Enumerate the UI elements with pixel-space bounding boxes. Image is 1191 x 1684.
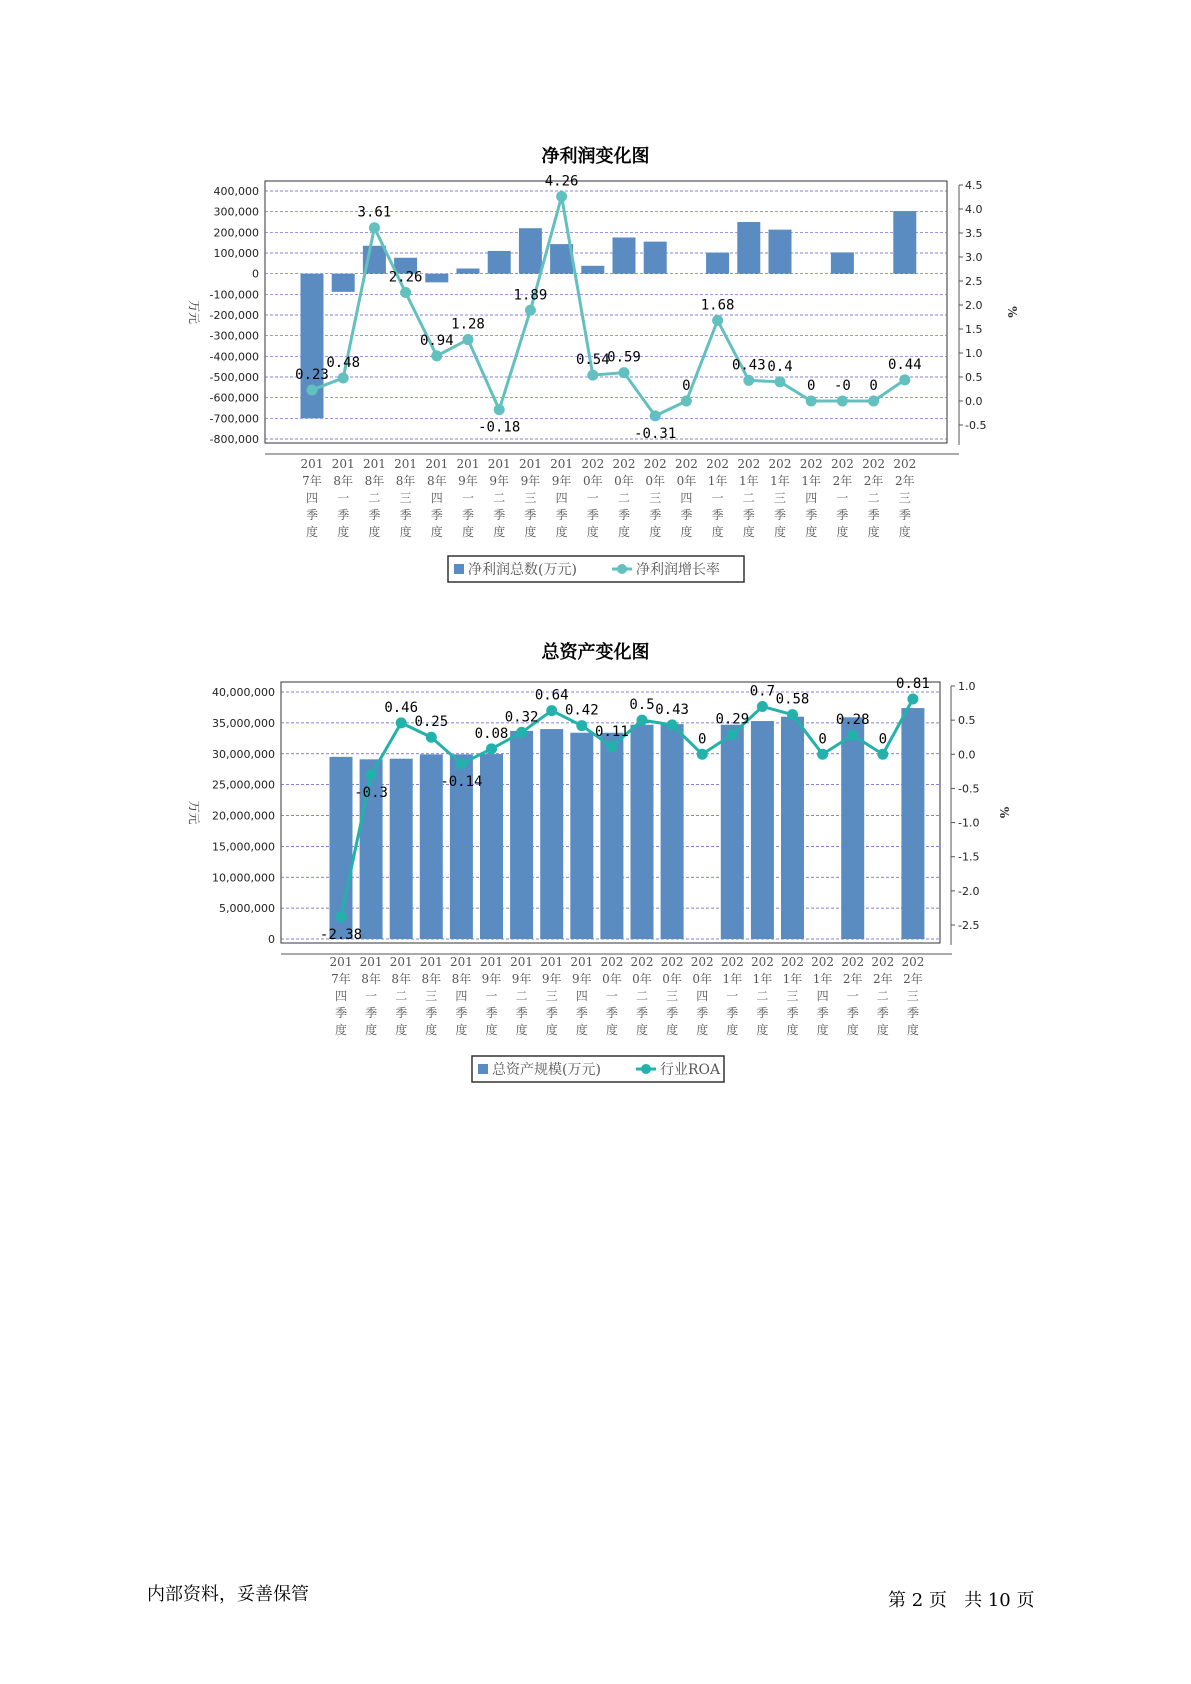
chart2-bar <box>540 729 563 939</box>
chart1-line-point <box>681 396 692 407</box>
chart2-x-tick-label: 201 7年四季度 <box>329 955 353 1037</box>
chart2-y-axis-title: 万元 <box>187 800 201 825</box>
chart1-line-point <box>400 287 411 298</box>
chart1-y-tick-label: 100,000 <box>213 247 259 260</box>
chart2-bar <box>661 724 684 939</box>
chart1-data-label: 0.44 <box>887 356 922 373</box>
chart2-x-tick-label: 202 1年二季度 <box>750 955 774 1037</box>
chart1-y-tick-label: -200,000 <box>209 309 259 322</box>
chart2-data-label: 0.46 <box>384 699 419 716</box>
chart1-x-tick-label: 202 1年一季度 <box>706 457 730 539</box>
chart2-data-label: 0.81 <box>896 675 930 692</box>
chart1-y2-tick-label: 4.5 <box>965 179 983 192</box>
chart1-legend-bar-swatch <box>454 564 464 574</box>
chart2-line-point <box>426 732 437 743</box>
chart1-y2-tick-label: 3.5 <box>965 227 983 240</box>
chart2-x-tick-label: 201 9年一季度 <box>480 955 503 1037</box>
chart1-line-point <box>338 372 349 383</box>
chart1-x-tick-label: 201 8年四季度 <box>425 457 449 539</box>
chart1-x-tick-label: 201 9年四季度 <box>550 457 574 539</box>
chart2-y2-tick-label: 0.5 <box>958 714 976 728</box>
chart1-y2-tick-label: 4.0 <box>965 203 983 216</box>
chart1-data-label: 1.89 <box>513 287 548 304</box>
chart1-y2-tick-label: -0.5 <box>965 419 987 432</box>
chart1-data-label: 0.59 <box>607 349 641 366</box>
chart2-x-tick-label: 202 0年四季度 <box>690 955 714 1037</box>
chart2-line-point <box>757 701 768 712</box>
chart2-bar <box>721 725 744 939</box>
chart1-x-tick-label: 201 9年二季度 <box>487 457 511 539</box>
page-prefix: 第 <box>888 1590 906 1611</box>
chart1-x-tick-label: 201 9年一季度 <box>456 457 480 539</box>
chart2-x-tick-label: 202 2年一季度 <box>841 955 865 1037</box>
chart2-line-point <box>727 729 738 740</box>
chart1-y-tick-label: 400,000 <box>213 185 259 198</box>
chart2-x-tick-label: 202 1年一季度 <box>720 955 744 1037</box>
chart1-x-tick-label: 202 2年三季度 <box>893 457 917 539</box>
chart1-bar <box>644 242 667 274</box>
chart1-bar <box>332 274 355 292</box>
chart2-y-tick-label: 10,000,000 <box>212 871 275 885</box>
chart2-bar <box>631 725 654 939</box>
chart1-x-tick-label: 201 8年三季度 <box>394 457 418 539</box>
chart1-y-axis-title: 万元 <box>187 299 201 325</box>
chart1-line-point <box>899 374 910 385</box>
footer-confidential-note: 内部资料，妥善保管 <box>147 1584 309 1605</box>
chart1-data-label: 0.54 <box>575 352 610 369</box>
chart2-line-point <box>907 693 918 704</box>
chart1-x-tick-label: 202 1年三季度 <box>768 457 792 539</box>
page-unit: 页 <box>928 1590 947 1611</box>
chart1-line-point <box>431 350 442 361</box>
chart2-y2-tick-label: -1.0 <box>958 816 980 830</box>
chart2-y-tick-label: 20,000,000 <box>212 809 275 823</box>
chart2-y-tick-label: 40,000,000 <box>212 686 275 699</box>
chart1-x-tick-label: 201 9年三季度 <box>518 457 542 539</box>
chart2-line-point <box>787 709 798 720</box>
chart2-x-tick-label: 202 0年三季度 <box>660 955 684 1037</box>
chart1-y2-tick-label: 0.0 <box>965 395 983 408</box>
chart1-data-label: -0.18 <box>478 419 521 436</box>
chart1-y-tick-label: 300,000 <box>213 205 259 219</box>
chart1-x-tick-label: 201 7年四季度 <box>300 457 324 539</box>
chart1-bar <box>737 222 760 274</box>
chart2-bar <box>751 721 774 939</box>
chart2-y2-tick-label: -2.0 <box>958 884 980 898</box>
chart2-bar <box>781 717 804 939</box>
chart1-legend-line-label: 净利润增长率 <box>636 562 720 578</box>
chart2-bar <box>510 731 533 939</box>
chart1-line-point <box>775 376 786 387</box>
chart1-line-point <box>556 191 567 202</box>
chart2-y2-tick-label: 0.0 <box>958 748 976 762</box>
chart2-legend-line-marker <box>641 1064 651 1074</box>
chart2-y-tick-label: 0 <box>268 933 275 946</box>
chart2-line-point <box>456 758 467 769</box>
chart2-data-label: 0.28 <box>835 712 870 729</box>
chart2-y2-tick-label: -1.5 <box>958 850 980 864</box>
chart1-bar <box>706 253 729 274</box>
chart1-y-tick-label: 200,000 <box>213 226 259 240</box>
total-pages: 10 <box>987 1590 1011 1611</box>
chart1-line-point <box>369 222 380 233</box>
chart2-x-tick-label: 202 0年二季度 <box>630 955 654 1037</box>
chart1-y-tick-label: -600,000 <box>209 391 259 405</box>
chart1-data-label: 0.94 <box>419 332 454 349</box>
chart1-data-label: 0.43 <box>731 357 766 374</box>
chart1-bar <box>581 266 604 274</box>
chart2-data-label: 0.7 <box>749 683 776 700</box>
chart1-data-label: 0 <box>869 378 878 394</box>
chart1-data-label: 3.61 <box>357 204 392 221</box>
chart1-y2-tick-label: 3.0 <box>965 251 983 264</box>
chart1-data-label: 2.26 <box>388 269 423 286</box>
chart2-line-point <box>366 769 377 780</box>
chart2-x-tick-label: 201 8年一季度 <box>359 955 383 1037</box>
chart2-bar <box>600 733 623 939</box>
chart1-legend-bar-label: 净利润总数(万元) <box>468 562 577 578</box>
chart1-data-label: -0.31 <box>634 425 677 442</box>
chart2-y-tick-label: 35,000,000 <box>212 716 275 730</box>
chart1-line-point <box>525 305 536 316</box>
chart1-x-tick-label: 202 0年四季度 <box>674 457 698 539</box>
chart1-y-tick-label: -300,000 <box>209 329 259 343</box>
chart1-legend-line-marker <box>617 564 627 574</box>
chart2-x-tick-label: 201 8年三季度 <box>419 955 443 1037</box>
chart2-legend-bar-swatch <box>478 1064 488 1074</box>
chart1-line-point <box>650 410 661 421</box>
chart2-data-label: 0 <box>878 731 888 748</box>
chart2-line-point <box>336 911 347 922</box>
chart1-x-tick-label: 202 0年三季度 <box>643 457 667 539</box>
chart2-line-point <box>576 720 587 731</box>
chart2-y2-tick-label: 1.0 <box>958 680 976 693</box>
chart1-data-label: 4.26 <box>544 173 579 190</box>
chart2-bar <box>841 717 864 939</box>
chart1-bar <box>519 228 542 273</box>
chart2-line-point <box>667 719 678 730</box>
chart2-data-label: 0.29 <box>715 711 750 728</box>
chart2-x-tick-label: 202 2年三季度 <box>901 955 925 1037</box>
chart2-data-label: 0.43 <box>655 701 689 718</box>
footer-page-info <box>888 1586 1034 1612</box>
chart1-data-label: 0.23 <box>295 366 329 383</box>
chart1-y2-tick-label: 1.0 <box>965 347 983 360</box>
chart2-line-point <box>516 727 527 738</box>
chart1-y-tick-label: 0 <box>252 267 259 281</box>
chart1-data-label: 0.4 <box>767 358 793 375</box>
chart2-line-point <box>606 741 617 752</box>
chart1-line-point <box>463 334 474 345</box>
chart1-y-tick-label: -500,000 <box>209 371 259 384</box>
chart1-x-tick-label: 202 2年一季度 <box>830 457 854 539</box>
chart2-data-label: -0.3 <box>354 784 388 801</box>
chart1-y-tick-label: -400,000 <box>209 350 259 364</box>
chart2-line-point <box>877 749 888 760</box>
chart2-data-label: -0.14 <box>440 773 483 790</box>
chart1-x-tick-label: 202 2年二季度 <box>862 457 886 539</box>
chart2-x-tick-label: 202 2年二季度 <box>871 955 895 1037</box>
chart1-y-tick-label: -700,000 <box>209 412 259 426</box>
chart2-y2-axis-title: % <box>997 806 1011 819</box>
chart2-line-point <box>637 715 648 726</box>
chart1-y2-tick-label: 1.5 <box>965 323 983 336</box>
chart2-data-label: 0.42 <box>564 702 599 719</box>
chart2-line-point <box>546 705 557 716</box>
chart1-data-label: 0.48 <box>326 354 361 371</box>
chart1-bar <box>893 211 916 274</box>
chart1-data-label: 1.28 <box>451 316 485 333</box>
chart2-y-tick-label: 25,000,000 <box>212 778 275 792</box>
chart2-bar <box>570 733 593 939</box>
chart1-bar <box>425 274 448 283</box>
chart2-x-tick-label: 202 1年三季度 <box>781 955 804 1037</box>
chart1-line-point <box>307 384 318 395</box>
chart1-bar <box>613 238 636 274</box>
chart2-data-label: 0 <box>818 731 827 748</box>
chart2-x-tick-label: 201 8年二季度 <box>389 955 413 1037</box>
chart1-bar <box>831 252 854 273</box>
chart1-x-tick-label: 202 0年一季度 <box>581 457 605 539</box>
chart1-line-point <box>712 315 723 326</box>
chart2-data-label: 0 <box>697 731 707 748</box>
chart1-bar <box>301 274 324 419</box>
chart2-y-tick-label: 30,000,000 <box>212 747 275 761</box>
chart1-line-point <box>868 396 879 407</box>
chart2-y2-tick-label: -0.5 <box>958 782 980 796</box>
chart2-y-tick-label: 15,000,000 <box>212 840 275 854</box>
chart2-legend-bar-label: 总资产规模(万元) <box>492 1062 601 1078</box>
chart1-line-point <box>494 404 505 415</box>
chart2-data-label: 0.58 <box>775 691 810 708</box>
chart2-y-tick-label: 5,000,000 <box>219 902 275 916</box>
chart2-y2-tick-label: -2.5 <box>958 919 980 932</box>
chart1-y2-tick-label: 2.0 <box>965 299 983 312</box>
page-number: 2 <box>911 1590 924 1611</box>
chart1-y2-axis-title: % <box>1005 306 1019 318</box>
chart1-y2-tick-label: 2.5 <box>965 275 983 288</box>
chart2-data-label: 0.5 <box>629 697 655 714</box>
chart2-legend-line-label: 行业ROA <box>660 1062 721 1078</box>
chart2-line-point <box>817 749 828 760</box>
chart2-data-label: 0.25 <box>414 714 449 731</box>
chart1-data-label: 0 <box>682 378 691 394</box>
chart1-data-label: -0 <box>833 378 851 394</box>
chart1-bar <box>488 251 511 274</box>
chart1-line-point <box>619 367 630 378</box>
chart2-line-point <box>697 749 708 760</box>
chart2-x-tick-label: 202 0年一季度 <box>600 955 624 1037</box>
chart1-data-label: 1.68 <box>700 297 735 314</box>
chart2-data-label: -2.38 <box>319 926 363 943</box>
chart1-x-tick-label: 201 8年一季度 <box>331 457 355 539</box>
chart2-bar <box>390 759 413 939</box>
chart2-data-label: 0.64 <box>534 687 569 704</box>
chart2-x-tick-label: 201 9年三季度 <box>540 955 564 1037</box>
chart2-data-label: 0.08 <box>474 725 509 742</box>
chart2-x-tick-label: 201 9年二季度 <box>510 955 534 1037</box>
chart2-bar <box>901 708 924 939</box>
chart2-line-point <box>396 717 407 728</box>
chart1-bar <box>769 230 792 274</box>
chart1-bar <box>457 269 480 274</box>
chart1-line-point <box>587 370 598 381</box>
chart1-y2-tick-label: 0.5 <box>965 371 983 384</box>
chart1-x-tick-label: 202 1年二季度 <box>737 457 761 539</box>
chart1-line-point <box>837 396 848 407</box>
chart2-bar <box>480 754 503 939</box>
chart1-x-tick-label: 202 1年四季度 <box>799 457 823 539</box>
chart1-y-tick-label: -800,000 <box>209 433 259 446</box>
chart2-x-tick-label: 201 9年四季度 <box>570 955 594 1037</box>
chart1-line-point <box>806 396 817 407</box>
total-unit: 页 <box>1016 1590 1035 1611</box>
chart1-y-tick-label: -100,000 <box>209 288 259 302</box>
chart1-data-label: 0 <box>806 378 816 394</box>
chart1-x-tick-label: 201 8年二季度 <box>362 457 386 539</box>
chart1-line-point <box>743 375 754 386</box>
chart1-title: 净利润变化图 <box>541 146 650 167</box>
chart2-title: 总资产变化图 <box>541 642 650 663</box>
chart2-line-point <box>847 730 858 741</box>
chart2-data-label: 0.11 <box>595 723 629 740</box>
chart2-data-label: 0.32 <box>504 709 539 726</box>
chart2-line-point <box>486 743 497 754</box>
chart2-x-tick-label: 201 8年四季度 <box>449 955 473 1037</box>
chart1-x-tick-label: 202 0年二季度 <box>612 457 636 539</box>
total-prefix: 共 <box>964 1590 983 1611</box>
chart2-x-tick-label: 202 1年四季度 <box>811 955 835 1037</box>
